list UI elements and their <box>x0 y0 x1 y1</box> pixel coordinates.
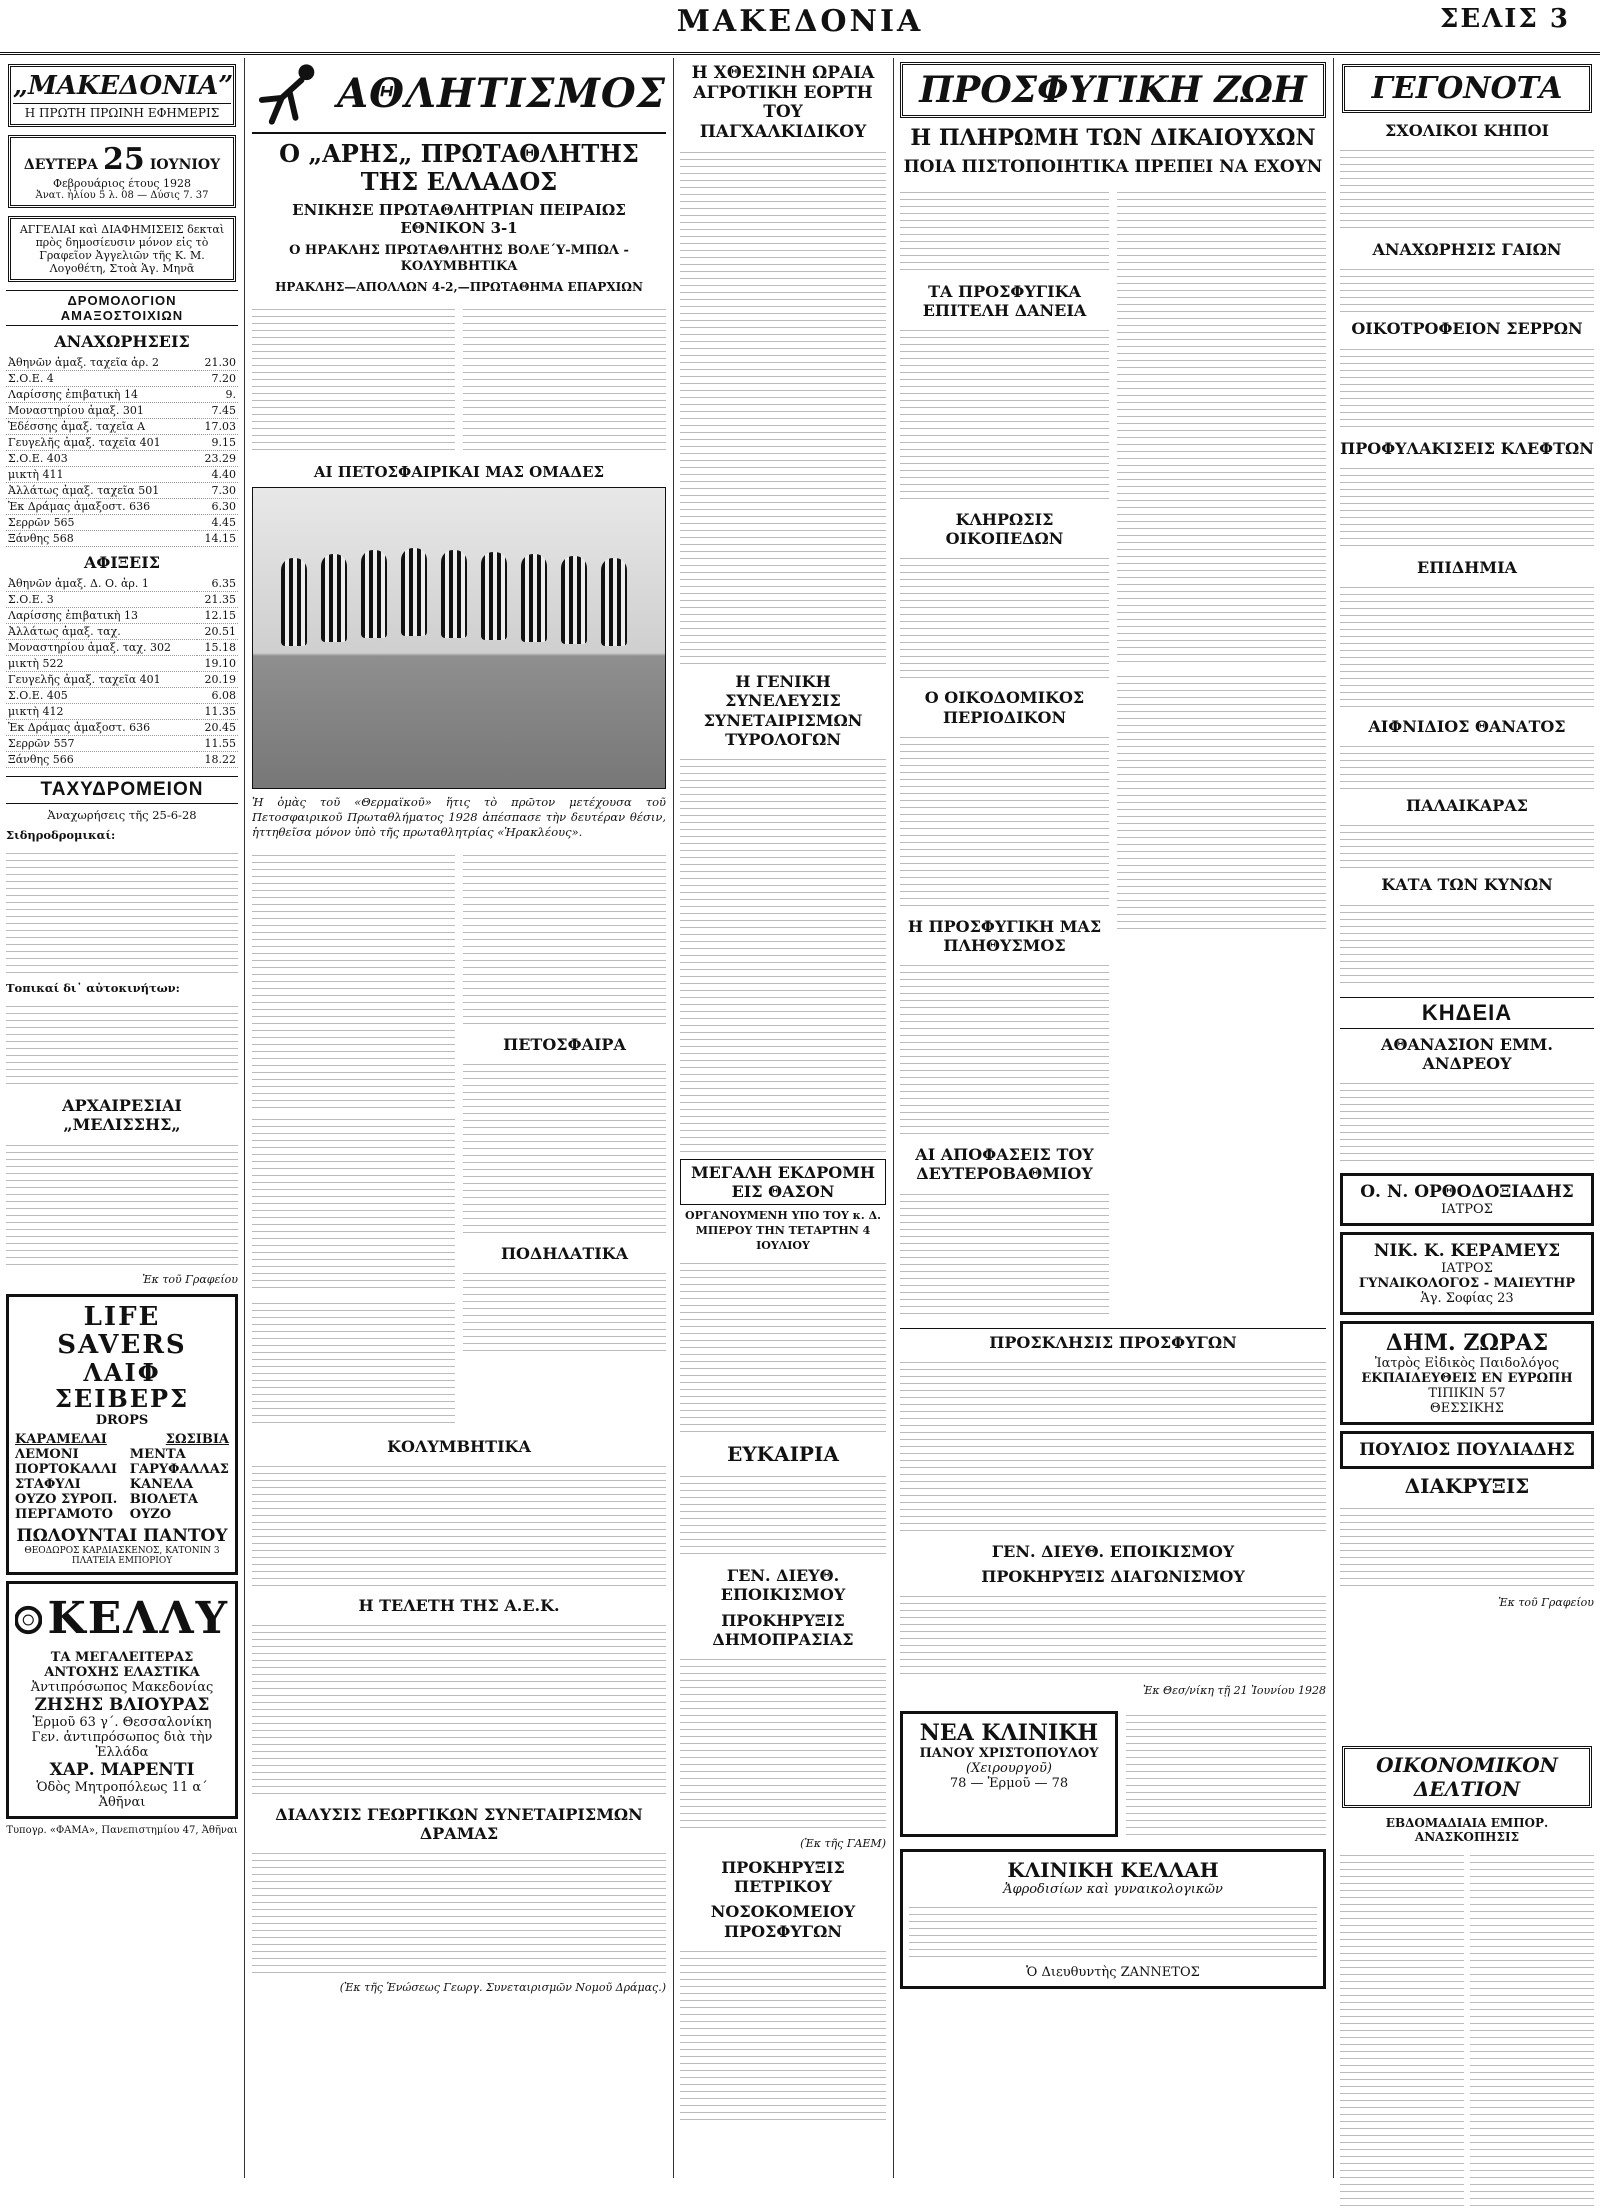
text-block <box>1340 462 1594 552</box>
poultry-name: ΠΟΥΛΙΟΣ ΠΟΥΛΙΑΔΗΣ <box>1359 1439 1575 1460</box>
masthead: ΜΑΚΕΔΟΝΙΑ <box>676 4 924 39</box>
poultry-ad <box>1340 1431 1594 1469</box>
kelly-address: Ἑρμοῦ 63 γ΄. Θεσσαλονίκη <box>32 1714 212 1730</box>
announcement-signature: Ἐκ τοῦ Γραφείου <box>142 1272 238 1286</box>
schedule-time: 21.30 <box>195 355 238 371</box>
schedule-route: μικτὴ 411 <box>6 467 195 483</box>
text-block <box>463 303 666 453</box>
supply-title: ΠΡΟΚΗΡΥΞΙΣ ΔΗΜΟΠΡΑΣΙΑΣ <box>712 1610 854 1649</box>
text-block <box>252 1297 455 1427</box>
text-block <box>909 1901 1317 1961</box>
text-block <box>463 1058 666 1238</box>
schedule-row <box>6 592 238 608</box>
invite-title: ΠΡΟΣΚΛΗΣΙΣ ΠΡΟΣΦΥΓΩΝ <box>900 1328 1326 1352</box>
festival-title: Η ΧΘΕΣΙΝΗ ΩΡΑΙΑ ΑΓΡΟΤΙΚΗ ΕΟΡΤΗ ΤΟΥ ΠΑΓΧΑΛΚΙΔΙΚΟΥ <box>691 63 875 142</box>
column-sports <box>252 58 666 2178</box>
kelly-title: ΚΕΛΛΥ <box>47 1593 229 1645</box>
text-block <box>1340 1502 1594 1592</box>
schedule-row <box>6 451 238 467</box>
column-center <box>680 58 886 2178</box>
schedule-route: Γευγελῆς ἀμαξ. ταχεῖα 401 <box>6 435 195 451</box>
date-extra: Φεβρουάριος έτους 1928 <box>52 177 192 190</box>
ads-note: ΑΓΓΕΛΙΑΙ καὶ ΔΙΑΦΗΜΙΣΕΙΣ δεκταὶ πρὸς δημοσίευσιν μόνον εἰς τὸ Γραφεῖον Ἀγγελιῶν τῆς Κ. Μ. Λογοθέτη, Στοὰ Ἁγ. Μηνᾶ <box>8 216 236 282</box>
page-number: ΣΕΛΙΣ 3 <box>1439 4 1570 34</box>
economic-sub: ΕΒΔΟΜΑΔΙΑΙΑ ΕΜΠΟΡ. ΑΝΑΣΚΟΠΗΣΙΣ <box>1385 1816 1549 1845</box>
sports-lead: Ο „ΑΡΗΣ„ ΠΡΩΤΑΘΛΗΤΗΣ ΤΗΣ ΕΛΛΑΔΟΣ <box>279 139 639 196</box>
text-block <box>1340 581 1594 711</box>
text-block <box>1117 670 1326 930</box>
clinic2-title: ΚΛΙΝΙΚΗ ΚΕΛΛΑΗ <box>1007 1858 1219 1883</box>
schedule-time: 4.40 <box>195 467 238 483</box>
schedule-time: 15.18 <box>197 640 238 656</box>
clinic2-signature: Ὁ Διευθυντὴς ΖΑΝΝΕΤΟΣ <box>1026 1965 1200 1981</box>
schedule-route: Λαρίσσης ἐπιβατικὴ 13 <box>6 608 197 624</box>
schedule-time: 9.15 <box>195 435 238 451</box>
schedule-row <box>6 688 238 704</box>
schedule-row <box>6 355 238 371</box>
schedule-time: 23.29 <box>195 451 238 467</box>
column-left <box>6 58 238 2178</box>
text-block <box>252 1460 666 1590</box>
photo-title: ΑΙ ΠΕΤΟΣΦΑΙΡΙΚΑΙ ΜΑΣ ΟΜΑΔΕΣ <box>313 462 605 481</box>
text-block <box>1340 819 1594 869</box>
drama-signature: (Ἐκ τῆς Ἑνώσεως Γεωργ. Συνεταιρισμῶν Νομοῦ Δράμας.) <box>339 1981 666 1995</box>
bike-title: ΠΟΔΗΛΑΤΙΚΑ <box>500 1243 629 1263</box>
schedule-row <box>6 371 238 387</box>
doctor2-spec: ΓΥΝΑΙΚΟΛΟΓΟΣ - ΜΑΙΕΥΤΗΡ <box>1358 1275 1576 1291</box>
page-header <box>0 0 1600 55</box>
hospital-title: ΝΟΣΟΚΟΜΕΙΟΥ ΠΡΟΣΦΥΓΩΝ <box>710 1902 856 1941</box>
text-block <box>900 186 1109 276</box>
notice-signature: Ἐκ τοῦ Γραφείου <box>1498 1595 1594 1609</box>
schedule-route: Ἀθηνῶν ἀμαξ. Δ. Ο. ἀρ. 1 <box>6 576 197 592</box>
schedule-time: 12.15 <box>197 608 238 624</box>
doctor2-role: ΙΑΤΡΟΣ <box>1441 1260 1493 1276</box>
clinic-ad <box>900 1711 1118 1837</box>
schedule-route: μικτὴ 412 <box>6 704 197 720</box>
schedule-time: 20.51 <box>197 624 238 640</box>
schedule-title: ΔΡΟΜΟΛΟΓΙΟΝ ΑΜΑΞΟΣΤΟΙΧΙΩΝ <box>6 290 238 326</box>
facts-s4: ΠΡΟΦΥΛΑΚΙΣΕΙΣ ΚΛΕΦΤΩΝ <box>1340 438 1594 458</box>
volley-title: ΠΕΤΟΣΦΑΙΡΑ <box>503 1034 626 1054</box>
schedule-time: 20.45 <box>197 720 238 736</box>
schedule-row <box>6 608 238 624</box>
schedule-route: Ἀθηνῶν ἀμαξ. ταχεῖα ἀρ. 2 <box>6 355 195 371</box>
doctor1-ad <box>1340 1173 1594 1226</box>
schedule-time: 21.35 <box>197 592 238 608</box>
clinic-role: (Χειρουργοῦ) <box>966 1761 1052 1777</box>
schedule-row <box>6 467 238 483</box>
schedule-route: Ἐκ Δράμας ἀμαξοστ. 636 <box>6 720 197 736</box>
drama-title: ΔΙΑΛΥΣΙΣ ΓΕΩΡΓΙΚΩΝ ΣΥΝΕΤΑΙΡΙΣΜΩΝ ΔΡΑΜΑΣ <box>275 1804 643 1844</box>
text-block <box>680 1653 886 1833</box>
column-rule <box>244 58 245 2178</box>
lifesavers-gr: ΛΑΙΦ ΣΕΙΒΕΡΣ <box>54 1357 190 1414</box>
schedule-time: 9. <box>195 387 238 403</box>
text-block <box>900 959 1109 1139</box>
meeting-title: Η ΓΕΝΙΚΗ ΣΥΝΕΛΕΥΣΙΣ ΣΥΝΕΤΑΙΡΙΣΜΩΝ ΤΥΡΟΛΟΓΩΝ <box>703 672 863 749</box>
schedule-route: Σ.Ο.Ε. 3 <box>6 592 197 608</box>
text-block <box>252 849 455 1109</box>
printer-note: Τυπογρ. «ΦΑΜΑ», Πανεπιστημίου 47, Ἀθῆναι <box>6 1824 238 1836</box>
sold-everywhere: ΠΩΛΟΥΝΤΑΙ ΠΑΝΤΟΥ <box>16 1525 228 1546</box>
schedule-route: μικτὴ 522 <box>6 656 197 672</box>
photo-caption: Ἡ ὁμὰς τοῦ «Θερμαϊκοῦ» ἥτις τὸ πρῶτον μετέχουσα τοῦ Πετοσφαιρικοῦ Πρωταθλήματος 1928 ἀπέσπασε τὴν δευτέραν θέσιν, ἡττηθεῖσα μόνον ὑπὸ τῆς πρωταθλητρίας «Ἡρακλέους». <box>252 794 666 840</box>
text-block <box>1340 1849 1464 2209</box>
facts-title: ΓΕΓΟΝΟΤΑ <box>1342 64 1592 113</box>
schedule-row <box>6 483 238 499</box>
sun-times: Ἀνατ. ἡλίου 5 λ. 08 — Δύσις 7. 37 <box>35 190 209 201</box>
text-block <box>900 552 1109 682</box>
column-rule <box>673 58 674 2178</box>
clinic-address: 78 — Ἑρμοῦ — 78 <box>949 1776 1069 1792</box>
schedule-row <box>6 499 238 515</box>
text-block <box>900 731 1109 911</box>
post-sub: Ἀναχωρήσεις τῆς 25-6-28 <box>47 808 197 823</box>
schedule-route: Σερρῶν 565 <box>6 515 195 531</box>
schedule-time: 11.35 <box>197 704 238 720</box>
text-block <box>680 1470 886 1560</box>
doctor3-sub: ΕΚΠΑΙΔΕΥΘΕΙΣ ΕΝ ΕΥΡΩΠΗ <box>1361 1370 1573 1386</box>
text-block <box>900 1590 1326 1680</box>
masthead-box <box>8 64 236 127</box>
text-block <box>1470 1849 1594 2209</box>
date-day: ΔΕΥΤΕΡΑ <box>23 157 98 173</box>
flavors-left: ΛΕΜΟΝΙ ΠΟΡΤΟΚΑΛΛΙ ΣΤΑΦΥΛΙ ΟΥΖΟ ΣΥΡΟΠ. ΠΕΡΓΑΜΟΤΟ <box>15 1446 118 1522</box>
arrivals-table <box>6 576 238 768</box>
schedule-route: Σ.Ο.Ε. 4 <box>6 371 195 387</box>
schedule-row <box>6 387 238 403</box>
text-block <box>6 1139 238 1269</box>
text-block <box>900 1188 1109 1318</box>
funeral-title: ΚΗΔΕΙΑ <box>1340 997 1594 1029</box>
refugee-banner: ΠΡΟΣΦΥΓΙΚΗ ΖΩΗ <box>900 62 1326 118</box>
schedule-time: 4.45 <box>195 515 238 531</box>
doctor1-name: Ο. Ν. ΟΡΘΟΔΟΞΙΑΔΗΣ <box>1360 1181 1574 1202</box>
schedule-time: 7.30 <box>195 483 238 499</box>
schedule-row <box>6 403 238 419</box>
arrivals-title: ΑΦΙΞΕΙΣ <box>83 553 161 573</box>
sports-title: ΑΘΛΗΤΙΣΜΟΣ <box>337 69 666 117</box>
doctor3-name: ΔΗΜ. ΖΩΡΑΣ <box>1385 1329 1549 1356</box>
text-block <box>1126 1709 1326 1839</box>
schedule-route: Ξάνθης 568 <box>6 531 195 547</box>
facts-s5: ΕΠΙΔΗΜΙΑ <box>1417 557 1517 577</box>
schedule-time: 18.22 <box>197 752 238 768</box>
schedule-row <box>6 656 238 672</box>
column-refugees <box>900 58 1326 2178</box>
schedule-row <box>6 720 238 736</box>
text-block <box>900 1356 1326 1536</box>
kelly-ad <box>6 1581 238 1819</box>
post-title: ΤΑΧΥΔΡΟΜΕΙΟΝ <box>6 776 238 804</box>
schedule-route: Μοναστηρίου ἀμαξ. ταχ. 302 <box>6 640 197 656</box>
column-rule <box>893 58 894 2178</box>
sports-sub2: Ο ΗΡΑΚΛΗΣ ΠΡΩΤΑΘΛΗΤΗΣ ΒΟΛΕ΄Υ-ΜΠΩΛ - ΚΟΛΥΜΒΗΤΙΚΑ <box>289 243 629 274</box>
schedule-route: Σ.Ο.Ε. 403 <box>6 451 195 467</box>
kelly-name: ΖΗΣΗΣ ΒΛΙΟΥΡΑΣ <box>34 1694 210 1715</box>
economic-title: ΟΙΚΟΝΟΜΙΚΟΝ ΔΕΛΤΙΟΝ <box>1342 1746 1592 1808</box>
schedule-route: Ἀλλάτως ἀμαξ. ταχ. <box>6 624 197 640</box>
doctor2-address: Ἁγ. Σοφίας 23 <box>1420 1290 1514 1306</box>
sports-sub1: ΕΝΙΚΗΣΕ ΠΡΩΤΑΘΛΗΤΡΙΑΝ ΠΕΙΡΑΙΩΣ ΕΘΝΙΚΟΝ 3-1 <box>292 201 626 238</box>
notice-title: ΔΙΑΚΡΥΞΙΣ <box>1404 1473 1530 1498</box>
hospital-head: ΠΡΟΚΗΡΥΞΙΣ ΠΕΤΡΙΚΟΥ <box>721 1857 845 1897</box>
text-block <box>252 1113 455 1293</box>
schedule-route: Σ.Ο.Ε. 405 <box>6 688 197 704</box>
competition-signature: Ἐκ Θεσ/νίκη τῇ 21 Ἰουνίου 1928 <box>1142 1684 1326 1698</box>
lottery-title: ΚΛΗΡΩΣΙΣ ΟΙΚΟΠΕΔΩΝ <box>945 510 1064 549</box>
payment-sub: ΠΟΙΑ ΠΙΣΤΟΠΟΙΗΤΙΚΑ ΠΡΕΠΕΙ ΝΑ ΕΧΟΥΝ <box>903 157 1323 178</box>
schedule-route: Ἀλλάτως ἀμαξ. ταχεῖα 501 <box>6 483 195 499</box>
text-block <box>900 324 1109 504</box>
sports-sub3: ΗΡΑΚΛΗΣ—ΑΠΟΛΛΩΝ 4-2,—ΠΡΩΤΑΘΗΜΑ ΕΠΑΡΧΙΩΝ <box>275 280 643 295</box>
schedule-row <box>6 752 238 768</box>
schedule-route: Ἐδέσσης ἀμαξ. ταχεῖα Α <box>6 419 195 435</box>
athlete-icon <box>252 58 331 128</box>
paper-subtitle: Η ΠΡΩΤΗ ΠΡΩΙΝΗ ΕΦΗΜΕΡΙΣ <box>13 103 231 120</box>
decisions-title: ΑΙ ΑΠΟΦΑΣΕΙΣ ΤΟΥ ΔΕΥΤΕΡΟΒΑΘΜΙΟΥ <box>915 1145 1094 1184</box>
date-num: 25 <box>102 142 145 177</box>
departures-title: ΑΝΑΧΩΡΗΣΕΙΣ <box>54 332 190 351</box>
karamelai-label: ΚΑΡΑΜΕΛΑΙ <box>15 1431 107 1447</box>
text-block <box>6 1000 238 1090</box>
facts-s7: ΠΑΛΑΙΚΑΡΑΣ <box>1406 796 1528 816</box>
excursion-title: ΜΕΓΑΛΗ ΕΚΔΡΟΜΗ ΕΙΣ ΘΑΣΟΝ <box>680 1159 886 1205</box>
text-block <box>252 1619 666 1799</box>
text-block <box>680 753 886 1153</box>
text-block <box>463 1267 666 1357</box>
loans-title: ΤΑ ΠΡΟΣΦΥΓΙΚΑ ΕΠΙΤΕΛΗ ΔΑΝΕΙΑ <box>922 281 1087 320</box>
text-block <box>1117 186 1326 666</box>
doctor2-ad <box>1340 1232 1594 1315</box>
announcement-title: ΑΡΧΑΙΡΕΣΙΑΙ „ΜΕΛΙΣΣΗΣ„ <box>62 1096 182 1135</box>
schedule-time: 14.15 <box>195 531 238 547</box>
opportunity-title: ΕΥΚΑΙΡΙΑ <box>727 1442 839 1467</box>
sosivia-label: ΣΩΣΙΒΙΑ <box>165 1431 229 1447</box>
schedule-route: Ξάνθης 566 <box>6 752 197 768</box>
dealer: ΘΕΟΔΩΡΟΣ ΚΑΡΔΙΑΣΚΕΝΟΣ, ΚΑΤΟΝΙΝ 3 ΠΛΑΤΕΙΑ ΕΜΠΟΡΙΟΥ <box>24 1545 220 1566</box>
settlement-head: ΓΕΝ. ΔΙΕΥΘ. ΕΠΟΙΚΙΣΜΟΥ <box>991 1541 1235 1561</box>
text-block <box>252 1847 666 1977</box>
schedule-route: Λαρίσσης ἐπιβατικὴ 14 <box>6 387 195 403</box>
text-block <box>1340 263 1594 313</box>
facts-s8: ΚΑΤΑ ΤΩΝ ΚΥΝΩΝ <box>1381 875 1553 895</box>
economic-bulletin <box>1340 1740 1594 2209</box>
facts-s1: ΣΧΟΛΙΚΟΙ ΚΗΠΟΙ <box>1384 121 1549 140</box>
competition-title: ΠΡΟΚΗΡΥΞΙΣ ΔΙΑΓΩΝΙΣΜΟΥ <box>981 1566 1245 1586</box>
clinic2-ad <box>900 1849 1326 1989</box>
excursion-sub: ΟΡΓΑΝΟΥΜΕΝΗ ΥΠΟ ΤΟΥ κ. Δ. ΜΠΕΡΟΥ ΤΗΝ ΤΕΤΑΡΤΗΝ 4 ΙΟΥΛΙΟΥ <box>685 1209 881 1252</box>
schedule-time: 7.45 <box>195 403 238 419</box>
facts-s6: ΑΙΦΝΙΔΙΟΣ ΘΑΝΑΤΟΣ <box>1368 716 1566 736</box>
doctor3-ticket: ΤΙΠΙΚΙΝ 57 <box>1428 1385 1506 1401</box>
payment-title: Η ΠΛΗΡΩΜΗ ΤΩΝ ΔΙΚΑΙΟΥΧΩΝ <box>910 125 1316 151</box>
swim-title: ΚΟΛΥΜΒΗΤΙΚΑ <box>387 1436 531 1456</box>
kelly-general: Γεν. ἀντιπρόσωπος διὰ τὴν Ἑλλάδα <box>31 1729 213 1760</box>
funeral-name: ΑΘΑΝΑΣΙΟΝ ΕΜΜ. ΑΝΔΡΕΟΥ <box>1381 1034 1553 1073</box>
doctor3-city: ΘΕΣΣΙΚΗΣ <box>1430 1400 1504 1416</box>
building-title: Ο ΟΙΚΟΔΟΜΙΚΟΣ ΠΕΡΙΟΔΙΚΟΝ <box>924 688 1085 727</box>
post-rail: Σιδηροδρομικαί: <box>6 827 116 842</box>
schedule-time: 7.20 <box>195 371 238 387</box>
schedule-row <box>6 736 238 752</box>
schedule-time: 6.30 <box>195 499 238 515</box>
schedule-time: 6.35 <box>197 576 238 592</box>
kelly-name2: ΧΑΡ. ΜΑΡΕΝΤΙ <box>49 1759 195 1780</box>
text-block <box>1340 740 1594 790</box>
facts-s3: ΟΙΚΟΤΡΟΦΕΙΟΝ ΣΕΡΡΩΝ <box>1351 319 1583 339</box>
kelly-sub: ΤΑ ΜΕΓΑΛΕΙΤΕΡΑΣ ΑΝΤΟΧΗΣ ΕΛΑΣΤΙΚΑ <box>44 1649 200 1680</box>
population-title: Η ΠΡΟΣΦΥΓΙΚΗ ΜΑΣ ΠΛΗΘΥΣΜΟΣ <box>907 916 1102 955</box>
date-month: ΙΟΥΝΙΟΥ <box>149 157 221 173</box>
text-block <box>6 847 238 977</box>
flavors-right: ΜΕΝΤΑ ΓΑΡΥΦΑΛΛΑΣ ΚΑΝΕΛΑ ΒΙΟΛΕΤΑ ΟΥΖΟ <box>129 1446 229 1522</box>
kelly-address2: Ὁδὸς Μητροπόλεως 11 α΄ Ἀθῆναι <box>36 1779 208 1810</box>
doctor1-role: ΙΑΤΡΟΣ <box>1441 1201 1493 1217</box>
post-local: Τοπικαί δι᾽ αὐτοκινήτων: <box>6 980 180 995</box>
text-block <box>252 303 455 453</box>
schedule-time: 17.03 <box>195 419 238 435</box>
schedule-route: Μοναστηρίου ἀμαξ. 301 <box>6 403 195 419</box>
departures-table <box>6 355 238 547</box>
schedule-row <box>6 515 238 531</box>
clinic-title: ΝΕΑ ΚΛΙΝΙΚΗ <box>919 1720 1099 1747</box>
lifesavers-drops: DROPS <box>95 1412 149 1428</box>
paper-title: „ΜΑΚΕΔΟΝΙΑ” <box>13 71 234 101</box>
schedule-time: 6.08 <box>197 688 238 704</box>
schedule-row <box>6 672 238 688</box>
text-block <box>680 146 886 666</box>
schedule-time: 11.55 <box>197 736 238 752</box>
text-block <box>1340 144 1594 234</box>
schedule-row <box>6 624 238 640</box>
text-block <box>680 1945 886 2125</box>
text-block <box>1340 899 1594 989</box>
tire-icon <box>15 1590 42 1650</box>
schedule-row <box>6 640 238 656</box>
doctor3-role: Ἰατρὸς Εἰδικὸς Παιδολόγος <box>1374 1355 1560 1371</box>
date-box <box>8 135 236 208</box>
schedule-time: 20.19 <box>197 672 238 688</box>
text-block <box>1340 343 1594 433</box>
schedule-row <box>6 576 238 592</box>
schedule-time: 19.10 <box>197 656 238 672</box>
aek-title: Η ΤΕΛΕΤΗ ΤΗΣ Α.Ε.Κ. <box>358 1595 560 1615</box>
clinic-name: ΠΑΝΟΥ ΧΡΙΣΤΟΠΟΥΛΟΥ <box>919 1746 1099 1762</box>
schedule-row <box>6 419 238 435</box>
schedule-row <box>6 704 238 720</box>
supply-head: ΓΕΝ. ΔΙΕΥΘ. ΕΠΟΙΚΙΣΜΟΥ <box>720 1566 846 1605</box>
column-rule <box>1333 58 1334 2178</box>
schedule-route: Ἐκ Δράμας ἀμαξοστ. 636 <box>6 499 195 515</box>
kelly-agent: Ἀντιπρόσωπος Μακεδονίας <box>30 1679 214 1695</box>
doctor3-ad <box>1340 1321 1594 1425</box>
facts-s2: ΑΝΑΧΩΡΗΣΙΣ ΓΑΙΩΝ <box>1372 240 1562 260</box>
lifesavers-en: LIFE SAVERS <box>57 1301 187 1361</box>
text-block <box>1340 1077 1594 1167</box>
schedule-row <box>6 531 238 547</box>
schedule-row <box>6 435 238 451</box>
doctor2-name: ΝΙΚ. Κ. ΚΕΡΑΜΕΥΣ <box>1373 1240 1561 1261</box>
schedule-route: Γευγελῆς ἀμαξ. ταχεῖα 401 <box>6 672 197 688</box>
team-photo <box>252 487 666 789</box>
lifesavers-ad <box>6 1294 238 1575</box>
schedule-route: Σερρῶν 557 <box>6 736 197 752</box>
text-block <box>680 1257 886 1437</box>
text-block <box>463 849 666 1029</box>
supply-signature: (Ἐκ τῆς ΓΑΕΜ) <box>800 1836 886 1850</box>
clinic2-sub: Ἀφροδισίων καὶ γυναικολογικῶν <box>1003 1882 1223 1898</box>
